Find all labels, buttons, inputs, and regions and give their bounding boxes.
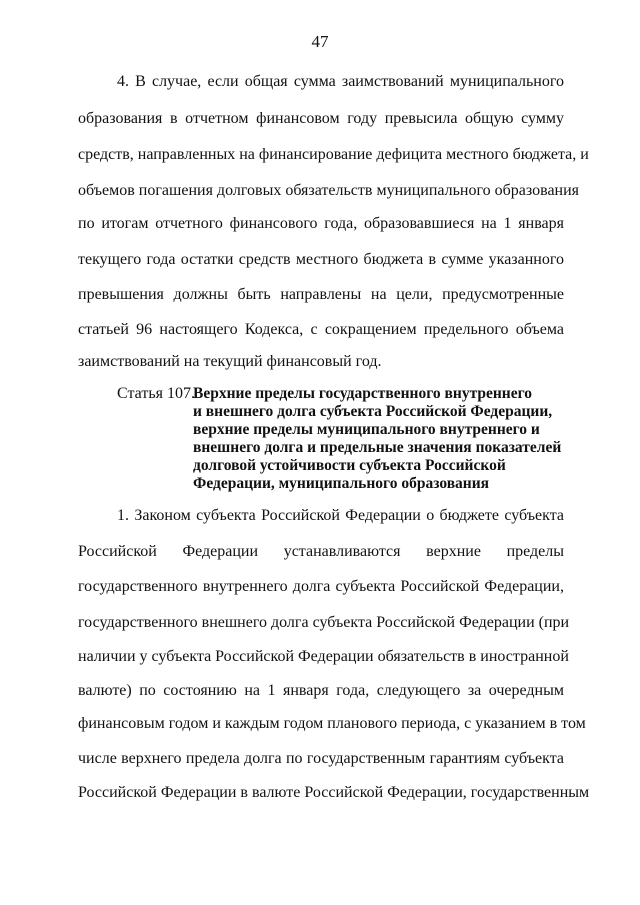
paragraph-4-line-5: по итогам отчетного финансового года, образовавшиеся на 1 января xyxy=(78,215,564,232)
paragraph-1-line-8: числе верхнего предела долга по государственным гарантиям субъекта xyxy=(78,750,564,767)
paragraph-4-line-1: 4. В случае, если общая сумма заимствований муниципального xyxy=(117,73,564,90)
paragraph-4-line-9: заимствований на текущий финансовый год. xyxy=(78,353,382,370)
paragraph-4-line-3: средств, направленных на финансирование дефицита местного бюджета, и xyxy=(78,146,589,163)
article-title-line-1: Верхние пределы государственного внутреннего xyxy=(193,385,533,402)
article-title-line-4: внешнего долга и предельные значения показателей xyxy=(193,439,562,456)
paragraph-1-line-6: валюте) по состоянию на 1 января года, следующего за очередным xyxy=(78,682,564,699)
article-title xyxy=(193,385,568,493)
paragraph-1-line-7: финансовым годом и каждым годом планового периода, с указанием в том xyxy=(78,715,586,732)
paragraph-4-line-8: статьей 96 настоящего Кодекса, с сокращением предельного объема xyxy=(78,321,564,338)
paragraph-4-line-6: текущего года остатки средств местного бюджета в сумме указанного xyxy=(78,251,564,268)
paragraph-1-line-1: 1. Законом субъекта Российской Федерации о бюджете субъекта xyxy=(117,507,564,524)
paragraph-1-line-2: Российской Федерации устанавливаются верхние пределы xyxy=(78,543,564,560)
paragraph-4-line-7: превышения должны быть направлены на цели, предусмотренные xyxy=(78,286,564,303)
article-label: Статья 107. xyxy=(117,385,195,402)
paragraph-1-line-4: государственного внешнего долга субъекта Российской Федерации (при xyxy=(78,614,570,631)
page-number: 47 xyxy=(311,32,329,51)
article-title-line-6: Федерации, муниципального образования xyxy=(193,475,490,492)
paragraph-1-line-9: Российской Федерации в валюте Российской Федерации, государственным xyxy=(78,784,590,801)
article-title-line-5: долговой устойчивости субъекта Российской xyxy=(193,457,506,474)
paragraph-1-line-5: наличии у субъекта Российской Федерации обязательств в иностранной xyxy=(78,648,569,665)
article-title-line-2: и внешнего долга субъекта Российской Федерации, xyxy=(193,403,553,420)
paragraph-4-line-4: объемов погашения долговых обязательств муниципального образования xyxy=(78,182,580,199)
paragraph-4-line-2: образования в отчетном финансовом году превысила общую сумму xyxy=(78,110,564,127)
paragraph-1-line-3: государственного внутреннего долга субъекта Российской Федерации, xyxy=(78,578,564,595)
article-title-line-3: верхние пределы муниципального внутреннего и xyxy=(193,421,540,438)
